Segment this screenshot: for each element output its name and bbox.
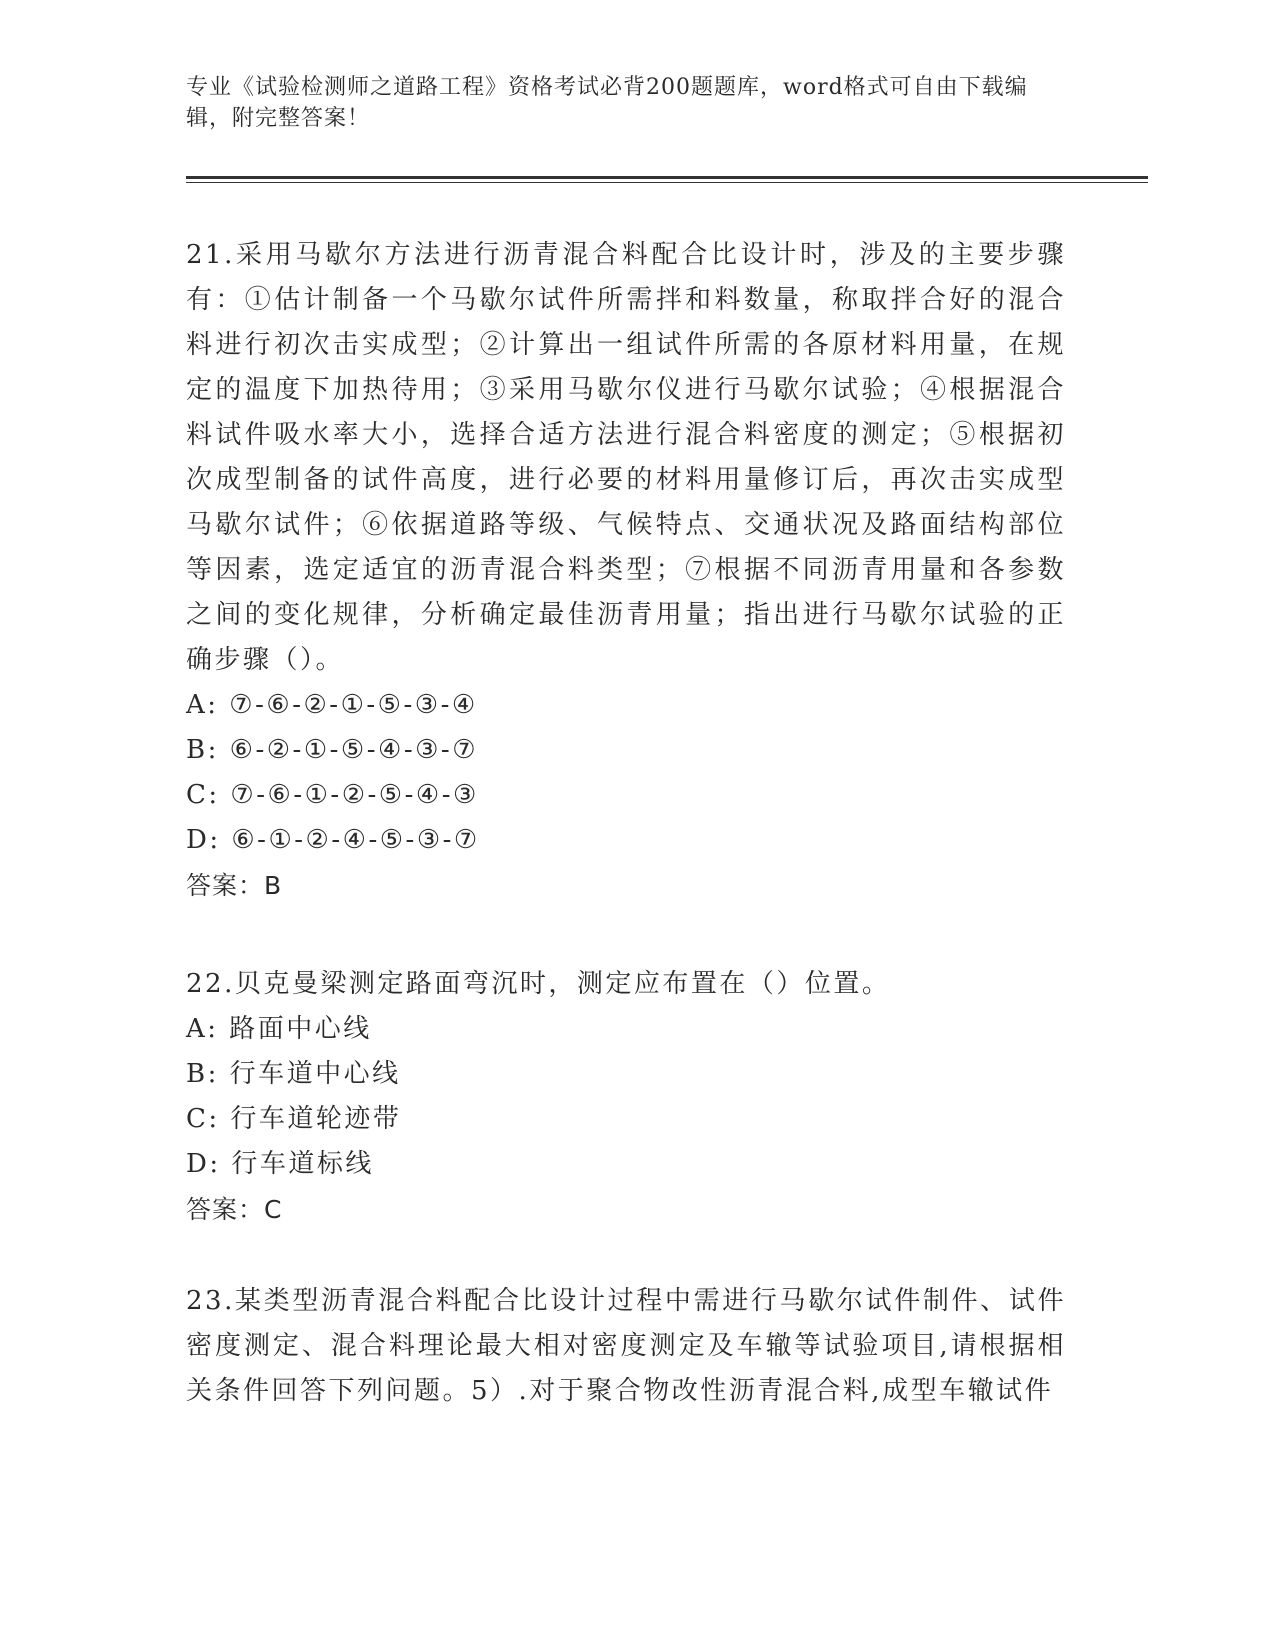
question-stem: 23.某类型沥青混合料配合比设计过程中需进行马歇尔试件制件、试件密度测定、混合料理论最大相对密度测定及车辙等试验项目,请根据相关条件回答下列问题。5）.对于聚合物改性沥青混合料,成型车辙试件: [186, 1286, 1066, 1406]
question-stem: 21.采用马歇尔方法进行沥青混合料配合比设计时，涉及的主要步骤有：①估计制备一个马歇尔试件所需拌和料数量，称取拌合好的混合料进行初次击实成型；②计算出一组试件所需的各原材料用量，在规定的温度下加热待用；③采用马歇尔仪进行马歇尔试验；④根据混合料试件吸水率大小，选择合适方法进行混合料密度的测定；⑤根据初次成型制备的试件高度，进行必要的材料用量修订后，再次击实成型马歇尔试件；⑥依据道路等级、气候特点、交通状况及路面结构部位等因素，选定适宜的沥青混合料类型；⑦根据不同沥青用量和各参数之间的变化规律，分析确定最佳沥青用量；指出进行马歇尔试验的正确步骤（）。: [186, 240, 1066, 675]
question-21: [186, 233, 1066, 908]
header-divider-thick: [186, 176, 1148, 179]
option-a: A: ⑦-⑥-②-①-⑤-③-④: [186, 690, 478, 720]
answer: 答案：C: [186, 1195, 283, 1224]
option-b: B: 行车道中心线: [186, 1059, 401, 1089]
header-divider-thin: [186, 182, 1148, 183]
option-d: D: 行车道标线: [186, 1149, 374, 1179]
option-c: C: ⑦-⑥-①-②-⑤-④-③: [186, 780, 479, 810]
option-b: B: ⑥-②-①-⑤-④-③-⑦: [186, 735, 479, 765]
option-a: A: 路面中心线: [186, 1014, 372, 1044]
question-23: [186, 1279, 1066, 1414]
answer: 答案：B: [186, 871, 283, 900]
question-22: [186, 962, 1066, 1232]
page-header: 专业《试验检测师之道路工程》资格考试必背200题题库，word格式可自由下载编辑，附完整答案！: [186, 75, 1028, 131]
question-stem: 22.贝克曼梁测定路面弯沉时，测定应布置在（）位置。: [186, 969, 891, 999]
option-c: C: 行车道轮迹带: [186, 1104, 402, 1134]
option-d: D: ⑥-①-②-④-⑤-③-⑦: [186, 825, 480, 855]
